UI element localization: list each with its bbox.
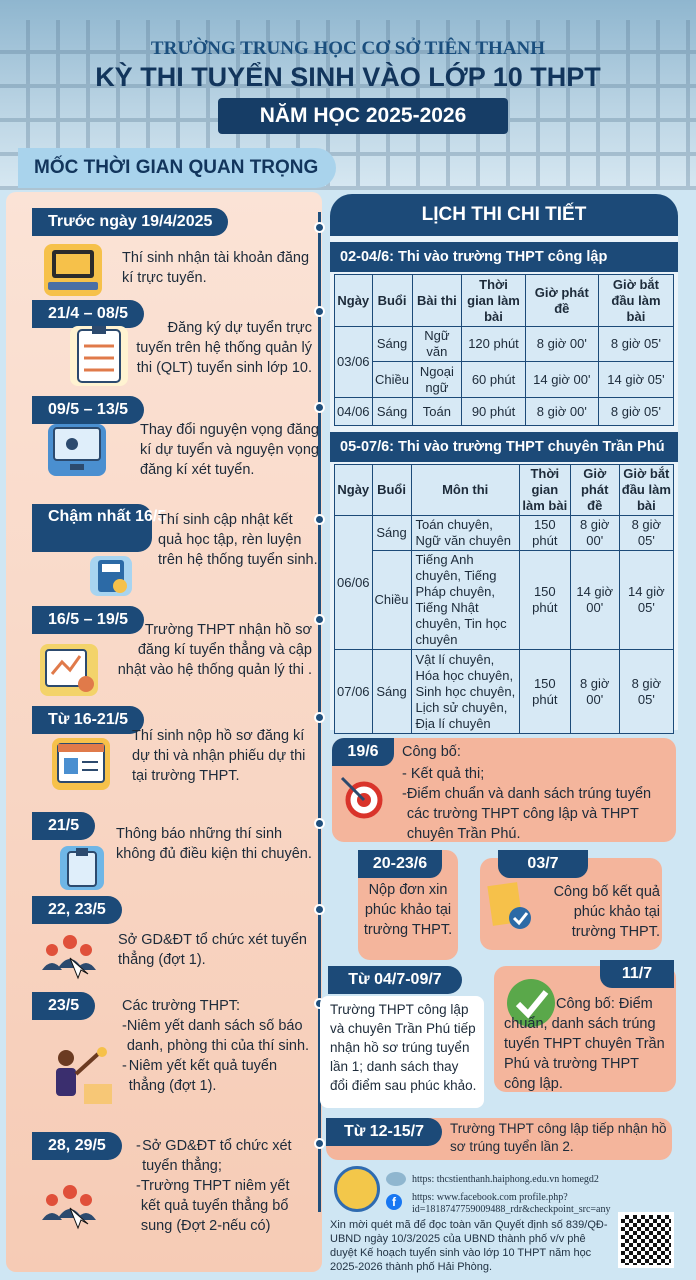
timeline-text: Thí sinh cập nhật kết quả học tập, rèn luyện trên hệ thống tuyển sinh. [158,512,318,568]
table-row [335,327,674,362]
table-header: Bài thi [412,275,462,327]
event-date: 03/7 [498,850,588,878]
cell-date: 07/06 [335,650,373,734]
table-row [335,398,674,426]
people-select-icon [40,928,98,980]
cell-start-time: 8 giờ 05' [598,398,673,426]
cell-start-time: 8 giờ 05' [598,327,673,362]
table-header: Môn thi [411,465,519,516]
cell-subject: Toán chuyên, Ngữ văn chuyên [411,516,519,551]
web-form-icon [52,738,110,790]
bullet-text: Kết quả thi; [410,766,485,782]
bullet-text: Trường THPT niêm yết kết quả tuyển thẳng bổ sung (Đợt 2-nếu có) [140,1178,290,1234]
timeline-dot [314,402,325,413]
calculator-icon [90,556,132,596]
people-select-icon [40,1178,98,1230]
target-icon [338,770,384,826]
cell-date: 03/06 [335,327,373,398]
cell-subject: Vật lí chuyên, Hóa học chuyên, Sinh học chuyên, Lịch sử chuyên, Địa lí chuyên [411,650,519,734]
table-row [335,650,674,734]
header-banner [0,0,696,190]
event-text-content: Công bố: Điểm chuẩn, danh sách trúng tuyển THPT chuyên Trần Phú và trường THPT công lập. [504,996,665,1092]
table-header: Giờ phát đề [525,275,598,327]
bullet-item: - Sở GD&ĐT tổ chức xét tuyển thẳng; [136,1136,302,1176]
specialized-exam-table [334,464,674,734]
exam-title: KỲ THI TUYỂN SINH VÀO LỚP 10 THPT [95,62,601,92]
cell-duration: 150 phút [519,516,570,551]
cell-start-time: 14 giờ 05' [598,362,673,398]
timeline-dot [314,614,325,625]
timeline-dot [314,904,325,915]
bullet-item: - Kết quả thi; [402,766,485,782]
cell-session: Chiều [372,362,412,398]
timeline-dot [314,818,325,829]
cell-start-time: 8 giờ 05' [619,650,673,734]
school-year: NĂM HỌC 2025-2026 [218,98,508,134]
strategy-board-icon [40,644,98,696]
cell-duration: 120 phút [462,327,525,362]
table-header-row [335,275,674,327]
table-header: Giờ phát đề [570,465,619,516]
table-header: Ngày [335,275,373,327]
cell-session: Sáng [372,327,412,362]
timeline-date: 21/4 – 08/5 [32,300,144,328]
event-text [504,994,672,1094]
bullet-text: Niêm yết danh sách số báo danh, phòng thi của thí sinh. [126,1018,310,1054]
bullet-list [402,764,672,844]
footer-note: Xin mời quét mã để đọc toàn văn Quyết định số 839/QĐ-UBND ngày 10/3/2025 của UBND thành phố v/v phê duyệt Kế hoạch tuyển sinh vào lớp 10 THPT năm học 2025-2026 thành phố Hải Phòng. [330,1219,608,1273]
specialized-exam-bar: 05-07/6: Thi vào trường THPT chuyên Trần Phú [330,432,678,462]
table-header: Giờ bắt đầu làm bài [619,465,673,516]
table-row [335,516,674,551]
cell-start-time: 14 giờ 05' [619,551,673,650]
timeline-dot [314,712,325,723]
qr-code[interactable] [618,1212,674,1268]
website-link[interactable]: https: thcstienthanh.haiphong.edu.vn homegd2 [412,1174,599,1185]
cell-date: 06/06 [335,516,373,650]
bullet-item: - Niêm yết danh sách số báo danh, phòng thi của thí sinh. [122,1016,312,1056]
timeline-text: Thay đổi nguyện vọng đăng kí dự tuyển và nguyện vọng đăng kí xét tuyển. [140,422,319,478]
table-header-row [335,465,674,516]
timeline-dot [314,514,325,525]
timeline-text: Thí sinh nhận tài khoản đăng kí trực tuyến. [122,250,310,286]
school-logo [334,1166,380,1212]
presenter-icon [44,1044,116,1110]
monitor-settings-icon [48,424,106,476]
timeline-text: Các trường THPT: [122,998,241,1014]
event-date: 20-23/6 [358,850,442,878]
cell-session: Chiều [372,551,411,650]
school-name: TRƯỜNG TRUNG HỌC CƠ SỞ TIÊN THANH [150,38,546,59]
bullet-list [122,1016,312,1096]
facebook-icon: f [386,1194,402,1210]
timeline-date: Chậm nhất 16/5 [32,504,152,552]
cell-subject: Toán [412,398,462,426]
cell-subject: Tiếng Anh chuyên, Tiếng Pháp chuyên, Tiếng Nhật chuyên, Tin học chuyên [411,551,519,650]
cell-issue-time: 8 giờ 00' [570,650,619,734]
event-text: Nộp đơn xin phúc khảo tại trường THPT. [363,882,453,938]
checklist-icon [70,326,128,386]
table-header: Ngày [335,465,373,516]
facebook-link[interactable]: https: www.facebook.com profile.php? [412,1192,568,1203]
timeline-text: Thí sinh nộp hồ sơ đăng kí dự thi và nhận phiếu dự thi tại trường THPT. [132,728,306,784]
timeline-date: 23/5 [32,992,95,1020]
table-row [335,362,674,398]
bullet-text: Sở GD&ĐT tổ chức xét tuyển thẳng; [142,1138,292,1174]
timeline-text: Sở GD&ĐT tổ chức xét tuyển thẳng (đợt 1). [118,932,307,968]
document-check-icon [486,880,534,932]
public-exam-bar: 02-04/6: Thi vào trường THPT công lập [330,242,678,272]
globe-icon [386,1172,406,1186]
bullet-item: - Điểm chuẩn và danh sách trúng tuyển các trường THPT công lập và THPT chuyên Trần Phú. [402,784,672,844]
timeline-date: Từ 16-21/5 [32,706,144,734]
facebook-link-cont[interactable]: id=1818747759009488_rdr&checkpoint_src=any [412,1204,611,1215]
event-text: Trường THPT công lập tiếp nhận hồ sơ trúng tuyển lần 2. [450,1121,667,1154]
timeline-date: 09/5 – 13/5 [32,396,144,424]
timeline-dot [314,1138,325,1149]
table-header: Giờ bắt đầu làm bài [598,275,673,327]
table-header: Buổi [372,275,412,327]
cell-duration: 90 phút [462,398,525,426]
cell-start-time: 8 giờ 05' [619,516,673,551]
cell-duration: 150 phút [519,551,570,650]
timeline-date: 28, 29/5 [32,1132,122,1160]
bullet-item: - Niêm yết kết quả tuyển thẳng (đợt 1). [122,1056,312,1096]
cell-issue-time: 8 giờ 00' [525,327,598,362]
cell-subject: Ngữ văn [412,327,462,362]
public-exam-table [334,274,674,426]
cell-issue-time: 14 giờ 00' [570,551,619,650]
timeline-dot [314,222,325,233]
event-date: 19/6 [332,738,394,766]
event-date: Từ 04/7-09/7 [328,966,462,994]
timeline-text: Trường THPT nhận hồ sơ đăng kí tuyển thẳng và cập nhật vào hệ thống quản lý thi . [117,622,312,678]
bullet-list [136,1136,302,1236]
timeline-date: 21/5 [32,812,95,840]
clipboard-icon [60,846,104,890]
event-date: Từ 12-15/7 [326,1118,442,1146]
computer-icon [44,244,102,296]
table-header: Thời gian làm bài [462,275,525,327]
cell-duration: 150 phút [519,650,570,734]
timeline-date: Trước ngày 19/4/2025 [32,208,228,236]
cell-duration: 60 phút [462,362,525,398]
event-text: Công bố kết quả phúc khảo tại trường THPT. [553,884,660,940]
bullet-text: Niêm yết kết quả tuyển thẳng (đợt 1). [128,1058,278,1094]
timeline-dot [314,306,325,317]
bullet-text: Điểm chuẩn và danh sách trúng tuyển các trường THPT công lập và THPT chuyên Trần Phú. [406,786,652,842]
cell-subject: Ngoại ngữ [412,362,462,398]
timeline-text: Đăng ký dự tuyển trực tuyến trên hệ thống quản lý thi (QLT) tuyển sinh lớp 10. [136,320,312,376]
table-header: Buổi [372,465,411,516]
bullet-item: - Trường THPT niêm yết kết quả tuyển thẳng bổ sung (Đợt 2-nếu có) [136,1176,302,1236]
cell-date: 04/06 [335,398,373,426]
section-title: MỐC THỜI GIAN QUAN TRỌNG [18,148,336,188]
cell-session: Sáng [372,516,411,551]
schedule-title: LỊCH THI CHI TIẾT [330,194,678,236]
event-text: Trường THPT công lập và chuyên Trần Phú tiếp nhận hồ sơ trúng tuyển lần 1; danh sách thay đổi điểm sau phúc khảo. [330,1002,477,1093]
cell-session: Sáng [372,650,411,734]
timeline-date: 22, 23/5 [32,896,122,924]
event-text: Công bố: [402,744,461,760]
table-row [335,551,674,650]
event-date: 11/7 [600,960,674,988]
cell-session: Sáng [372,398,412,426]
cell-issue-time: 8 giờ 00' [570,516,619,551]
timeline-date: 16/5 – 19/5 [32,606,144,634]
timeline-text: Thông báo những thí sinh không đủ điều kiện thi chuyên. [116,826,312,862]
cell-issue-time: 8 giờ 00' [525,398,598,426]
table-header: Thời gian làm bài [519,465,570,516]
cell-issue-time: 14 giờ 00' [525,362,598,398]
